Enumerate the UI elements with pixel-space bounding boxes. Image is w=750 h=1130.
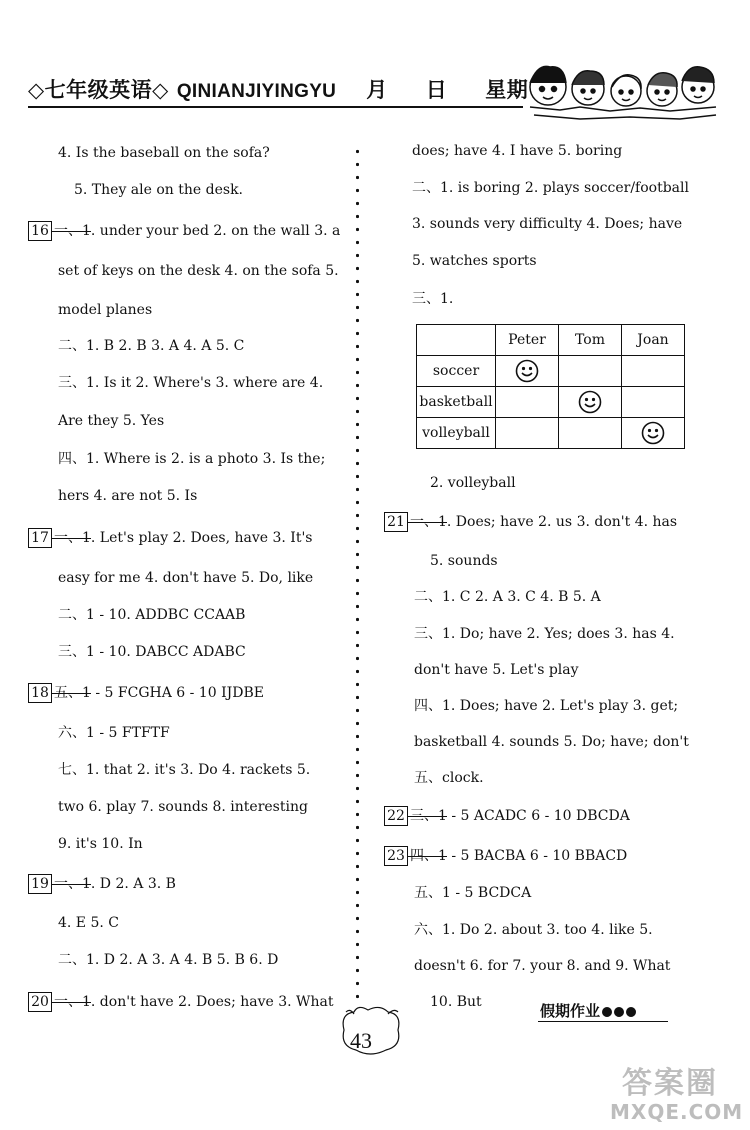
answer-line (28, 683, 264, 703)
table-row (417, 356, 685, 387)
page-number-box: 19 (28, 874, 52, 894)
answer-text: 二、1. is boring 2. plays soccer/football (412, 180, 689, 196)
answer-line (384, 512, 677, 532)
answer-text: 五、1 - 5 FCGHA 6 - 10 IJDBE (54, 685, 264, 701)
page-number-box: 16 (28, 221, 52, 241)
answer-line (414, 588, 601, 606)
smiley-icon (641, 425, 665, 441)
answer-text: 三、1 - 5 ACADC 6 - 10 DBCDA (410, 808, 630, 824)
answer-line (58, 374, 323, 392)
answer-text: easy for me 4. don't have 5. Do, like (58, 570, 314, 586)
answer-text: model planes (58, 302, 153, 318)
answer-text: 二、1 - 10. ADDBC CCAAB (58, 607, 246, 623)
answer-line (414, 957, 670, 975)
answer-text: 2. volleyball (430, 475, 516, 491)
answer-text: 一、1. Let's play 2. Does, have 3. It's (54, 530, 313, 546)
answer-line (58, 262, 339, 280)
answer-line (58, 412, 164, 430)
answer-line (414, 661, 579, 679)
page-number-box: 20 (28, 992, 52, 1012)
answer-line (414, 921, 653, 939)
answer-text: 5. They ale on the desk. (74, 182, 244, 198)
watermark (600, 1058, 745, 1128)
watermark-logo: 答案圈 (622, 1066, 718, 1101)
answer-line (58, 450, 325, 468)
answer-text: 六、1. Do 2. about 3. too 4. like 5. (414, 922, 653, 938)
table-header-cell: Joan (622, 325, 685, 356)
answer-text: don't have 5. Let's play (414, 662, 579, 678)
answer-line (28, 992, 333, 1012)
answer-line (384, 846, 627, 866)
answer-text: 二、1. C 2. A 3. C 4. B 5. A (414, 589, 601, 605)
date-fields (366, 77, 528, 102)
table-row (417, 418, 685, 449)
dot-icon (614, 1007, 624, 1017)
page-number-box: 23 (384, 846, 408, 866)
answer-line (58, 914, 119, 932)
table-cell (622, 387, 685, 418)
cartoon-kids-illustration (520, 55, 720, 130)
answer-text: 4. Is the baseball on the sofa? (58, 145, 270, 161)
answer-text: 4. E 5. C (58, 915, 119, 931)
answer-line (58, 487, 197, 505)
month-label: 月 (366, 77, 388, 102)
table-cell (622, 356, 685, 387)
answer-line (58, 301, 152, 319)
answer-line (58, 569, 313, 587)
answer-text: Are they 5. Yes (58, 413, 165, 429)
table-cell (496, 387, 559, 418)
answer-line (430, 474, 516, 492)
answer-text: 三、1. Do; have 2. Yes; does 3. has 4. (414, 626, 675, 642)
page-header (0, 0, 750, 140)
answer-line (58, 724, 170, 742)
answer-line (414, 733, 689, 751)
answer-line (430, 552, 498, 570)
answer-text: 9. it's 10. In (58, 836, 143, 852)
answer-text: doesn't 6. for 7. your 8. and 9. What (414, 958, 671, 974)
smiley-icon (578, 394, 602, 410)
holiday-homework-label: 假期作业 (540, 1002, 601, 1020)
smiley-icon (515, 363, 539, 379)
row-label: basketball (417, 387, 496, 418)
answer-line (28, 221, 340, 241)
answer-text: 一、1. don't have 2. Does; have 3. What (54, 994, 334, 1010)
answer-text: does; have 4. I have 5. boring (412, 143, 623, 159)
answer-text: 二、1. B 2. B 3. A 4. A 5. C (58, 338, 245, 354)
watermark-url: MXQE.COM (610, 1100, 744, 1124)
answer-text: 一、1. Does; have 2. us 3. don't 4. has (410, 514, 678, 530)
answer-line (74, 181, 243, 199)
dot-icon (602, 1007, 612, 1017)
footer-label (540, 1000, 636, 1021)
table-cell (559, 418, 622, 449)
column-divider (356, 145, 359, 1000)
answer-text: set of keys on the desk 4. on the sofa 5. (58, 263, 339, 279)
answer-line (412, 179, 689, 197)
answer-text: 二、1. D 2. A 3. A 4. B 5. B 6. D (58, 952, 279, 968)
answer-text: 六、1 - 5 FTFTF (58, 725, 170, 741)
answer-text: 五、clock. (414, 770, 484, 786)
answer-line (58, 835, 143, 853)
dot-icon (626, 1007, 636, 1017)
header-title (28, 74, 528, 104)
answer-line (384, 806, 630, 826)
answer-text: 四、1. Does; have 2. Let's play 3. get; (414, 698, 679, 714)
page-number-box: 17 (28, 528, 52, 548)
answer-line (414, 697, 678, 715)
answer-text: 10. But (430, 994, 482, 1010)
answer-text: 七、1. that 2. it's 3. Do 4. rackets 5. (58, 762, 311, 778)
answer-line (430, 993, 482, 1011)
answer-text: 一、1. under your bed 2. on the wall 3. a (54, 223, 341, 239)
answer-line (28, 874, 176, 894)
answer-text: 三、1 - 10. DABCC ADABC (58, 644, 246, 660)
row-label: volleyball (417, 418, 496, 449)
answer-text: 5. watches sports (412, 253, 537, 269)
page-number: 43 (350, 1028, 372, 1053)
answer-text: hers 4. are not 5. Is (58, 488, 198, 504)
answer-line (58, 761, 310, 779)
answer-line (412, 142, 622, 160)
answer-text: 三、1. (412, 291, 454, 307)
page-number-box: 18 (28, 683, 52, 703)
table-cell (496, 418, 559, 449)
answer-text: 四、1 - 5 BACBA 6 - 10 BBACD (410, 848, 628, 864)
answer-line (412, 290, 453, 308)
answer-text: 四、1. Where is 2. is a photo 3. Is the; (58, 451, 326, 467)
answer-line (58, 337, 244, 355)
pinyin-title: QINIANJIYINGYU (176, 81, 337, 102)
answer-line (414, 625, 675, 643)
header-rule (28, 106, 523, 108)
sports-preference-table (416, 324, 685, 449)
answer-text: 五、1 - 5 BCDCA (414, 885, 532, 901)
grade-title: ◇七年级英语◇ (28, 77, 169, 102)
answer-line (414, 769, 484, 787)
table-header-cell (417, 325, 496, 356)
answer-line (58, 144, 270, 162)
table-cell (622, 418, 685, 449)
table-header-cell: Tom (559, 325, 622, 356)
row-label: soccer (417, 356, 496, 387)
weekday-label: 星期 (485, 77, 529, 102)
answer-line (58, 606, 245, 624)
answer-line (58, 951, 278, 969)
answer-line (412, 215, 682, 233)
answer-line (414, 884, 531, 902)
answer-text: two 6. play 7. sounds 8. interesting (58, 799, 308, 815)
table-cell (559, 356, 622, 387)
answer-text: basketball 4. sounds 5. Do; have; don't (414, 734, 689, 750)
footer-rule (538, 1021, 668, 1022)
table-header-cell: Peter (496, 325, 559, 356)
answer-line (28, 528, 312, 548)
table-cell (496, 356, 559, 387)
page-number-box: 21 (384, 512, 408, 532)
table-header-row (417, 325, 685, 356)
answer-text: 一、1. D 2. A 3. B (54, 876, 176, 892)
answer-text: 三、1. Is it 2. Where's 3. where are 4. (58, 375, 324, 391)
day-label: 日 (425, 77, 448, 102)
table-row (417, 387, 685, 418)
page-number-box: 22 (384, 806, 408, 826)
answer-line (58, 798, 308, 816)
answer-line (58, 643, 246, 661)
answer-text: 3. sounds very difficulty 4. Does; have (412, 216, 683, 232)
answer-text: 5. sounds (430, 553, 498, 569)
table-cell (559, 387, 622, 418)
answer-line (412, 252, 537, 270)
